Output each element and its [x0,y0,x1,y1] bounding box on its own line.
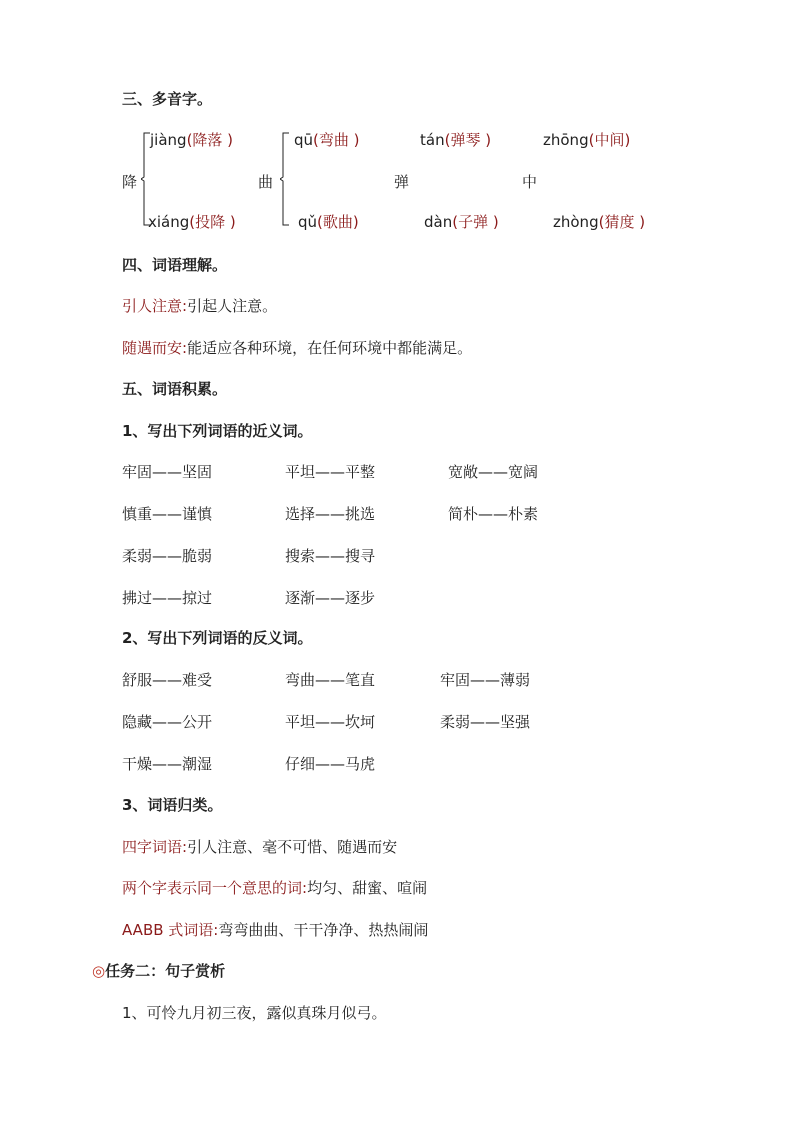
definition-line [122,296,277,316]
polyphone-char: 中 [522,173,538,191]
polyphone-char: 降 [122,173,138,191]
pinyin: zhòng [553,213,599,231]
synonyms-heading: 1、写出下列词语的近义词。 [122,422,313,440]
polyphone-char: 曲 [258,173,274,191]
pinyin-reading [543,130,630,150]
pinyin-reading [148,212,236,232]
example-word: (中间) [588,131,631,149]
polyphone-char: 弹 [394,173,410,191]
pinyin: jiàng [150,131,187,149]
synonym-pair: 柔弱——脆弱 [122,547,213,565]
bullseye-icon: ◎ [92,962,106,980]
example-word: (弯曲 ) [313,131,360,149]
section4-heading: 四、词语理解。 [122,256,228,274]
section5-heading: 五、词语积累。 [122,380,228,398]
antonym-pair: 仔细——马虎 [285,755,376,773]
example-word: (弹琴 ) [444,131,492,149]
section3-heading: 三、多音字。 [122,90,213,108]
synonym-pair: 选择——挑选 [285,505,376,523]
synonym-pair: 牢固——坚固 [122,463,213,481]
pinyin-reading [150,130,233,150]
antonym-pair: 牢固——薄弱 [440,671,531,689]
synonym-pair: 平坦——平整 [285,463,376,481]
pinyin-reading [298,212,359,232]
example-word: (投降 ) [189,213,236,231]
classification-label: AABB 式词语: [122,921,219,939]
synonym-pair: 拂过——掠过 [122,589,213,607]
classification-words: 引人注意、毫不可惜、随遇而安 [187,838,398,856]
definition-line [122,338,472,358]
antonym-pair: 干燥——潮湿 [122,755,213,773]
definition-term: 随遇而安: [122,339,188,357]
pinyin: zhōng [543,131,589,149]
classification-label: 四字词语: [122,838,188,856]
task2-heading-line [92,961,225,981]
antonym-pair: 弯曲——笔直 [285,671,376,689]
classification-words: 均匀、甜蜜、喧闹 [307,879,428,897]
definition-text: 能适应各种环境，在任何环境中都能满足。 [187,339,473,357]
antonyms-heading: 2、写出下列词语的反义词。 [122,629,313,647]
classification-line [122,920,428,940]
synonym-pair: 逐渐——逐步 [285,589,376,607]
antonym-pair: 柔弱——坚强 [440,713,531,731]
antonym-pair: 舒服——难受 [122,671,213,689]
pinyin: xiáng [148,213,190,231]
pinyin-reading [294,130,360,150]
example-word: (猜度 ) [598,213,646,231]
pinyin-reading [553,212,645,232]
classification-words: 弯弯曲曲、干干净净、热热闹闹 [218,921,429,939]
synonym-pair: 简朴——朴素 [448,505,539,523]
task2-sentence: 1、可怜九月初三夜，露似真珠月似弓。 [122,1004,387,1022]
example-word: (歌曲) [317,213,359,231]
classification-line [122,878,427,898]
pinyin-reading [420,130,491,150]
antonym-pair: 平坦——坎坷 [285,713,376,731]
antonym-pair: 隐藏——公开 [122,713,213,731]
brace-bracket [280,131,290,227]
example-word: (降落 ) [186,131,234,149]
pinyin: qǔ [298,213,318,231]
synonym-pair: 搜索——搜寻 [285,547,376,565]
definition-term: 引人注意: [122,297,188,315]
classification-heading: 3、词语归类。 [122,796,223,814]
synonym-pair: 宽敞——宽阔 [448,463,539,481]
pinyin: dàn [424,213,453,231]
classification-label: 两个字表示同一个意思的词: [122,879,308,897]
task2-heading: 任务二：句子赏析 [105,962,226,980]
pinyin: tán [420,131,445,149]
pinyin: qū [294,131,314,149]
classification-line [122,837,397,857]
definition-text: 引起人注意。 [187,297,278,315]
example-word: (子弹 ) [452,213,499,231]
pinyin-reading [424,212,499,232]
synonym-pair: 慎重——谨慎 [122,505,213,523]
